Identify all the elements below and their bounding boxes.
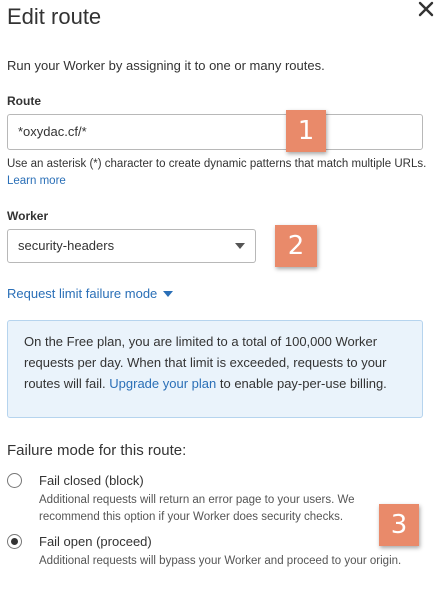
annotation-badge-2: 2	[275, 225, 317, 267]
upgrade-plan-link[interactable]: Upgrade your plan	[109, 376, 217, 391]
request-limit-toggle-label: Request limit failure mode	[7, 286, 158, 301]
request-limit-toggle[interactable]	[7, 286, 173, 301]
fail-open-label[interactable]: Fail open (proceed)	[39, 534, 152, 549]
route-help-text: Use an asterisk (*) character to create dynamic patterns that match multiple URLs. Learn more	[7, 158, 427, 187]
learn-more-link[interactable]: Learn more	[7, 175, 66, 187]
route-label: Route	[7, 94, 41, 108]
fail-open-description: Additional requests will bypass your Worker and proceed to your origin.	[39, 555, 402, 567]
worker-select-value: security-headers	[18, 238, 115, 253]
annotation-badge-1: 1	[286, 110, 326, 152]
fail-open-radio[interactable]	[7, 534, 22, 549]
fail-closed-radio[interactable]	[7, 473, 22, 488]
fail-closed-description: Additional requests will return an error page to your users. We recommend this option if your Worker does security checks.	[39, 494, 355, 523]
fail-closed-label[interactable]: Fail closed (block)	[39, 473, 144, 488]
close-icon[interactable]	[417, 0, 435, 18]
caret-down-icon	[163, 291, 173, 297]
free-plan-notice: On the Free plan, you are limited to a total of 100,000 Worker requests per day. When that limit is exceeded, requests to your routes will fail. Upgrade your plan to enable pay-per-use billing.	[7, 320, 423, 418]
dialog-title: Edit route	[7, 4, 102, 29]
route-input[interactable]: *oxydac.cf/*	[7, 114, 423, 150]
annotation-badge-3: 3	[379, 504, 419, 546]
intro-text: Run your Worker by assigning it to one or many routes.	[7, 58, 325, 73]
failure-mode-title: Failure mode for this route:	[7, 442, 187, 459]
worker-label: Worker	[7, 209, 49, 223]
chevron-down-icon	[235, 243, 245, 249]
worker-select[interactable]	[7, 229, 256, 263]
